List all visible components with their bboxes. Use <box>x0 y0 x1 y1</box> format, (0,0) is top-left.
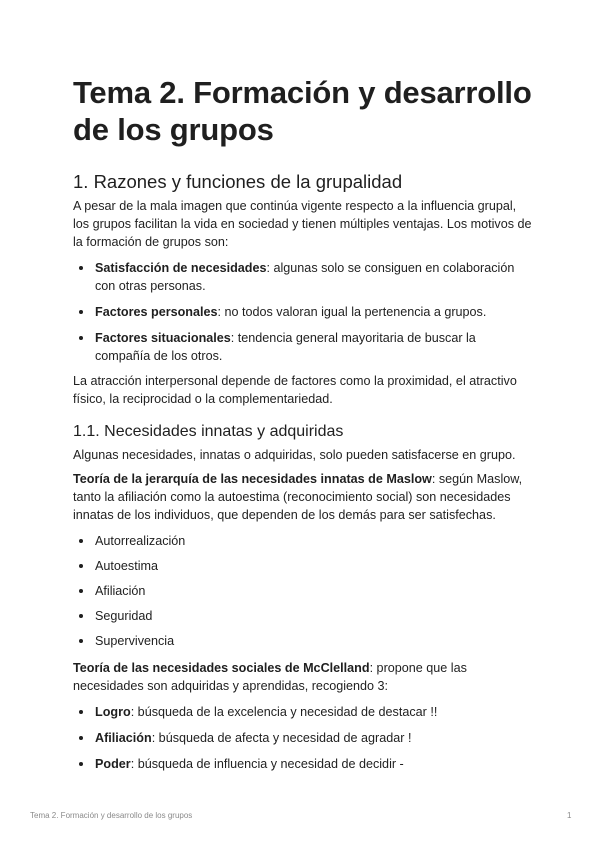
motives-list <box>73 259 533 365</box>
section1-intro: A pesar de la mala imagen que continúa vigente respecto a la influencia grupal, los grupos facilitan la vida en sociedad y tienen múltiples ventajas. Los motivos de la formación de grupos son: <box>73 199 532 249</box>
maslow-levels-list <box>73 532 533 650</box>
list-item: Autoestima <box>73 557 533 575</box>
mcclelland-paragraph: Teoría de las necesidades sociales de McClelland: propone que las necesidades son adquiridas y aprendidas, recogiendo 3: <box>73 661 467 693</box>
list-item: Poder: búsqueda de influencia y necesidad de decidir - <box>73 755 533 773</box>
list-item: Satisfacción de necesidades: algunas solo se consiguen en colaboración con otras personas. <box>73 259 533 295</box>
page-number: 1 <box>567 811 572 820</box>
section-heading-1: 1. Razones y funciones de la grupalidad <box>73 171 403 192</box>
page-title: Tema 2. Formación y desarrollo de los grupos <box>73 75 532 147</box>
section-heading-1-1: 1.1. Necesidades innatas y adquiridas <box>73 423 344 440</box>
attraction-paragraph: La atracción interpersonal depende de factores como la proximidad, el atractivo físico, la reciprocidad o la complementariedad. <box>73 374 517 406</box>
section11-intro: Algunas necesidades, innatas o adquiridas, solo pueden satisfacerse en grupo. <box>73 448 516 462</box>
list-item: Logro: búsqueda de la excelencia y necesidad de destacar !! <box>73 703 533 721</box>
footer-title: Tema 2. Formación y desarrollo de los grupos <box>30 811 193 820</box>
list-item: Afiliación: búsqueda de afecta y necesidad de agradar ! <box>73 729 533 747</box>
list-item: Factores personales: no todos valoran igual la pertenencia a grupos. <box>73 303 533 321</box>
list-item: Afiliación <box>73 582 533 600</box>
list-item: Factores situacionales: tendencia general mayoritaria de buscar la compañía de los otros. <box>73 329 533 365</box>
list-item: Seguridad <box>73 607 533 625</box>
list-item: Autorrealización <box>73 532 533 550</box>
maslow-paragraph: Teoría de la jerarquía de las necesidades innatas de Maslow: según Maslow, tanto la afiliación como la autoestima (reconocimiento social) son necesidades innatas de los individuos, que dependen de los demás para ser satisfechas. <box>73 472 523 522</box>
list-item: Supervivencia <box>73 632 533 650</box>
mcclelland-needs-list <box>73 703 533 773</box>
